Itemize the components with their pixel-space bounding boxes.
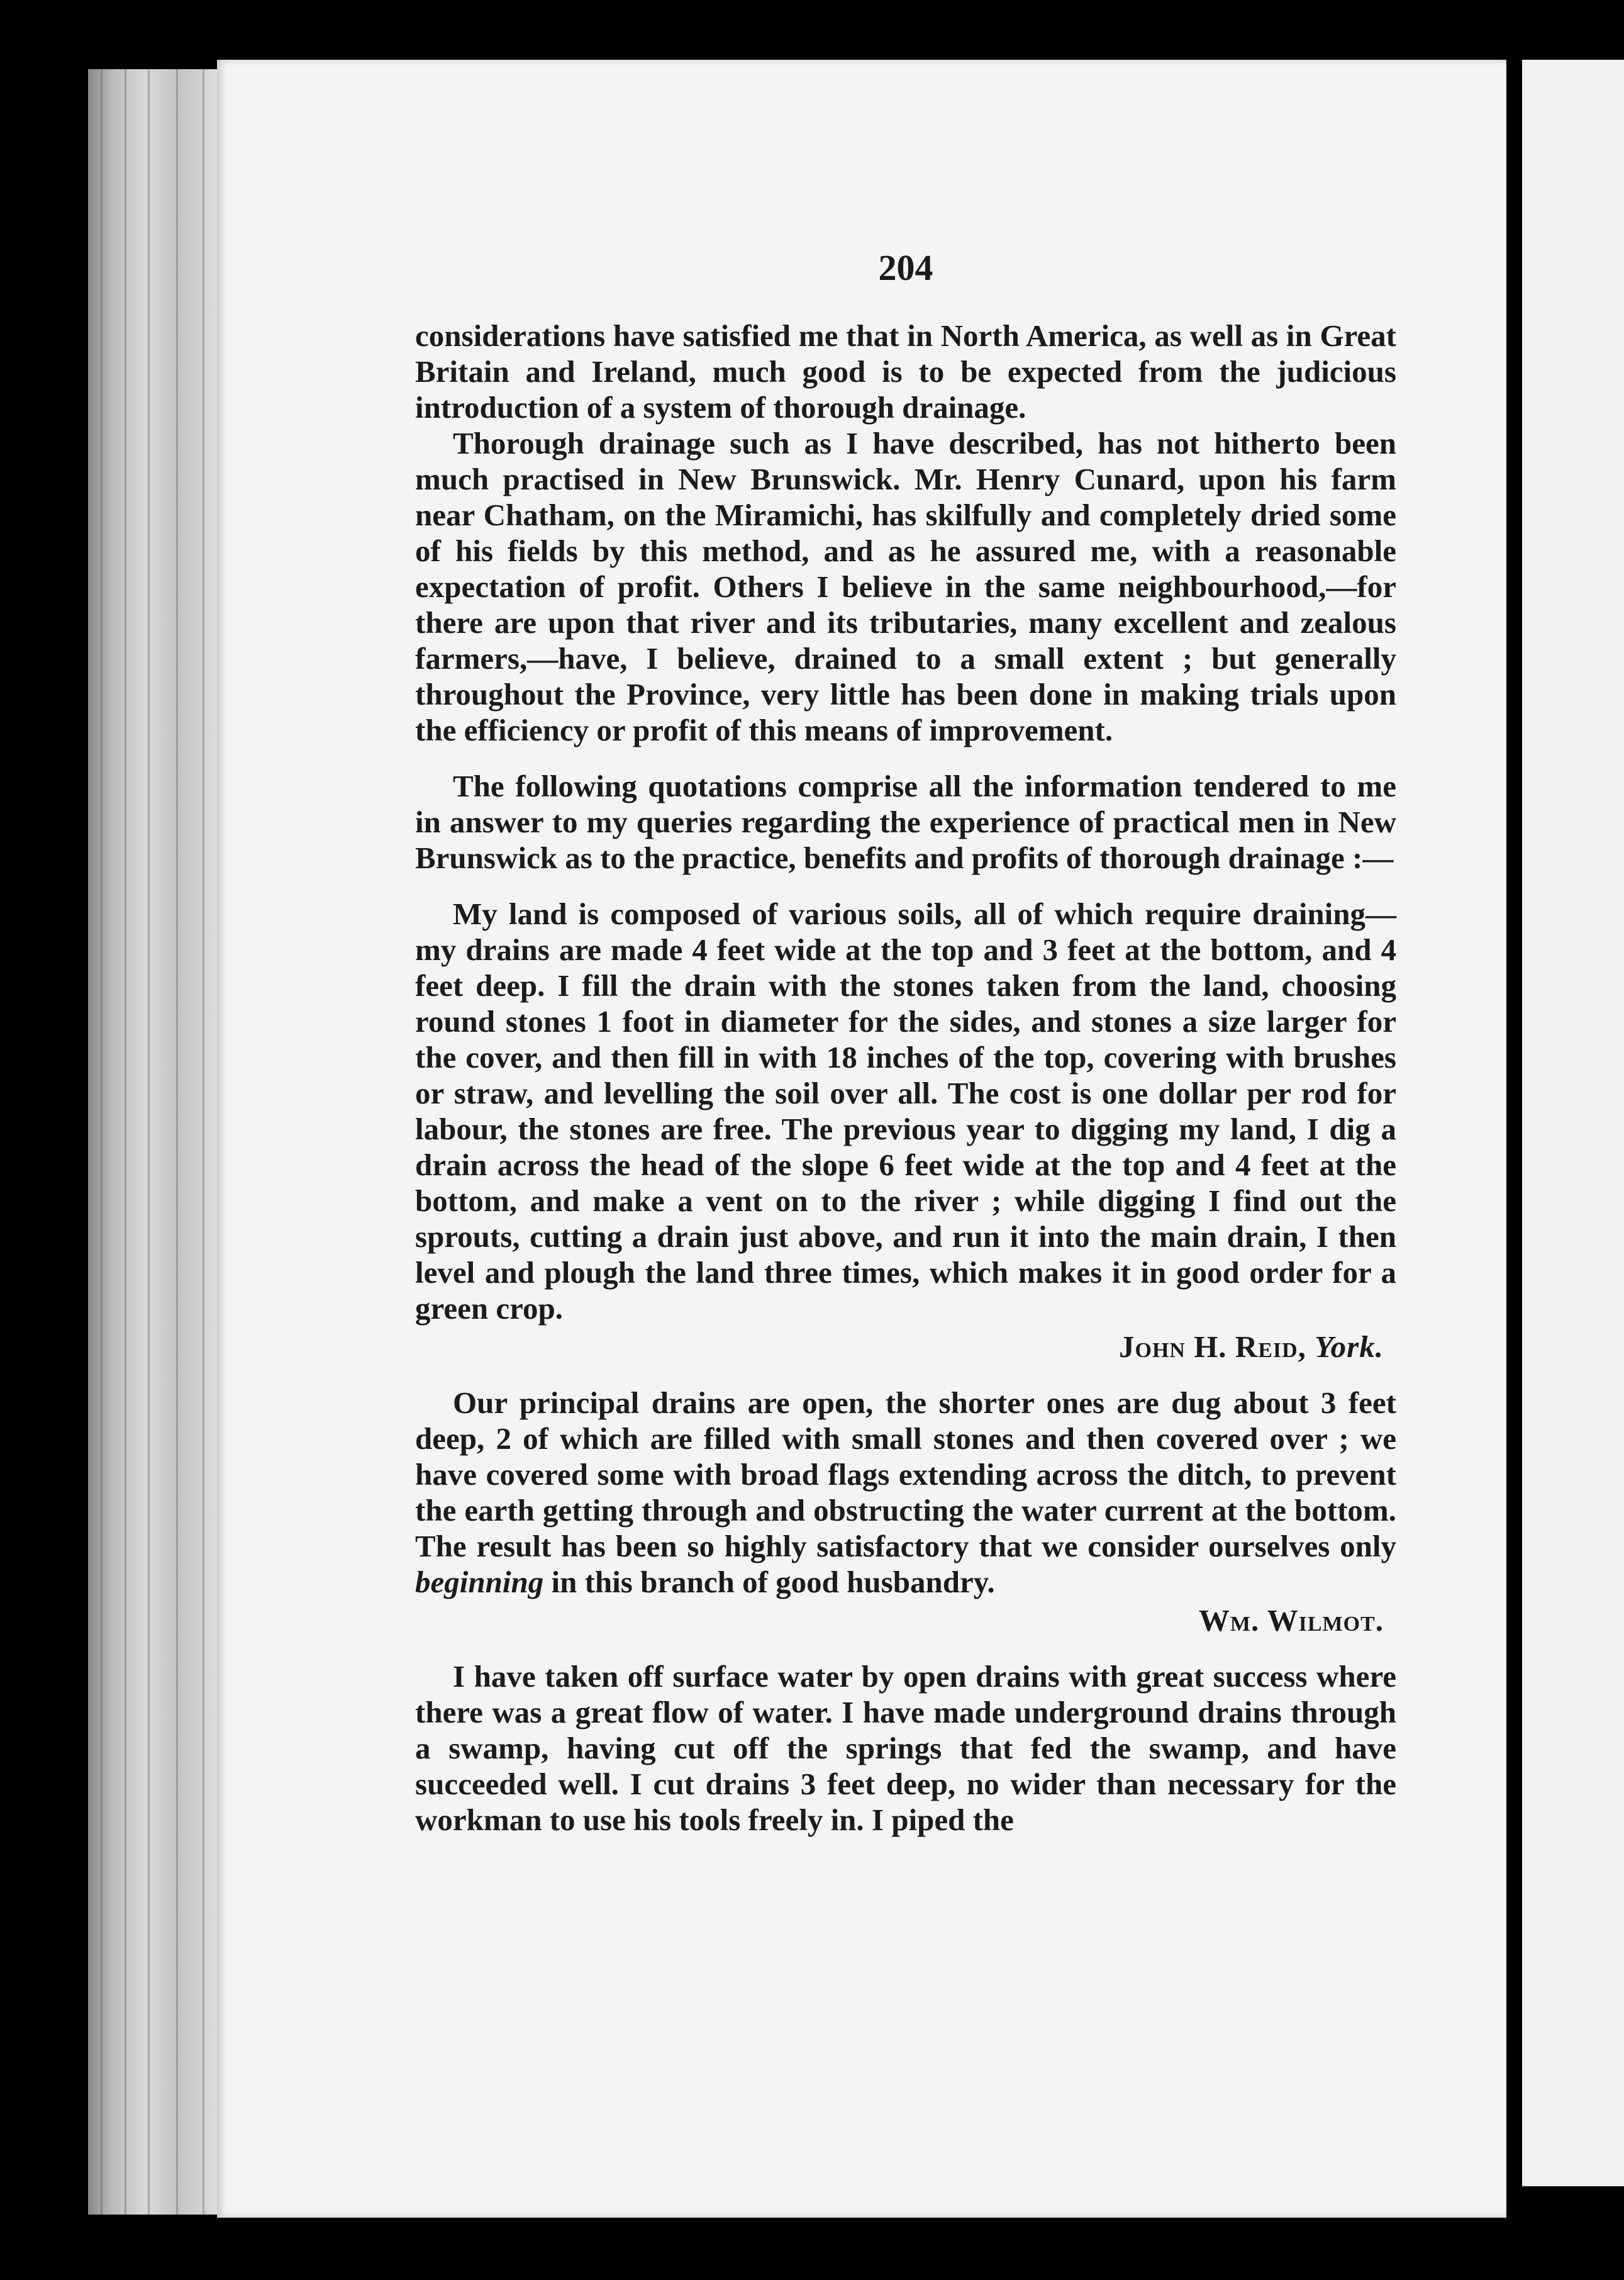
- quote-wilmot-text: Our principal drains are open, the shorter ones are dug about 3 feet deep, 2 of which are filled with small stones and then covered over ; we have covered some with broad flags extending across the ditch, to prevent the earth getting through and obstructing the water current at the bottom. The result has been so highly satisfactory that we consider ourselves only: [415, 1385, 1396, 1563]
- signature-reid-place: York.: [1315, 1329, 1384, 1364]
- page-edge-line: [176, 69, 178, 2215]
- quote-reid: My land is composed of various soils, all of which require draining—my drains are made 4 feet wide at the top and 3 feet at the bottom, and 4 feet deep. I fill the drain with the stones taken from the land, choosing round stones 1 foot in diameter for the sides, and stones a size larger for the cover, and then fill in with 18 inches of the top, covering with brushes or straw, and levelling the soil over all. The cost is one dollar per rod for labour, the stones are free. The previous year to digging my land, I dig a drain across the head of the slope 6 feet wide at the top and 4 feet at the bottom, and make a vent on to the river ; while digging I find out the sprouts, cutting a drain just above, and run it into the main drain, I then level and plough the land three times, which makes it in good order for a green crop.: [415, 897, 1396, 1326]
- paragraph-thorough-drainage: Thorough drainage such as I have described, has not hitherto been much practised in New Brunswick. Mr. Henry Cunard, upon his farm near Chatham, on the Miramichi, has skilfully and completely dried some of his fields by this method, and as he assured me, with a reasonable expectation of profit. Others I believe in the same neighbourhood,—for there are upon that river and its tributaries, many excellent and zealous farmers,—have, I believe, drained to a small extent ; but generally throughout the Province, very little has been done in making trials upon the efficiency or profit of this means of improvement.: [415, 426, 1396, 747]
- body-text: [415, 318, 1396, 1838]
- page-block-edges: [88, 69, 233, 2215]
- quote-surface-water: I have taken off surface water by open drains with great success where there was a great flow of water. I have made underground drains through a swamp, having cut off the springs that fed the swamp, and have succeeded well. I cut drains 3 feet deep, no wider than necessary for the workman to use his tools freely in. I piped the: [415, 1659, 1396, 1837]
- paragraph-quotations-intro: The following quotations comprise all the information tendered to me in answer to my queries regarding the experience of practical men in New Brunswick as to the practice, benefits and profits of thorough drainage :—: [415, 769, 1396, 875]
- page-edge-line: [148, 69, 150, 2215]
- page-gutter: [1506, 60, 1522, 2218]
- page-edge-line: [125, 69, 126, 2215]
- signature-wilmot-name: Wm. Wilmot.: [1198, 1603, 1384, 1638]
- paragraph-considerations: considerations have satisfied me that in North America, as well as in Great Britain and Ireland, much good is to be expected from the judicious introduction of a system of thorough drainage.: [415, 318, 1396, 425]
- signature-reid-name: John H. Reid,: [1119, 1329, 1306, 1364]
- page-edge-line: [203, 69, 204, 2215]
- facing-page-edge: [1522, 60, 1624, 2186]
- emphasis-beginning: beginning: [415, 1565, 544, 1599]
- page-number: 204: [878, 247, 933, 288]
- quote-wilmot-end: in this branch of good husbandry.: [551, 1565, 995, 1599]
- signature-reid: [415, 1329, 1384, 1365]
- signature-wilmot: [415, 1602, 1384, 1638]
- page-edge-line: [101, 69, 103, 2215]
- quote-wilmot: [415, 1385, 1396, 1600]
